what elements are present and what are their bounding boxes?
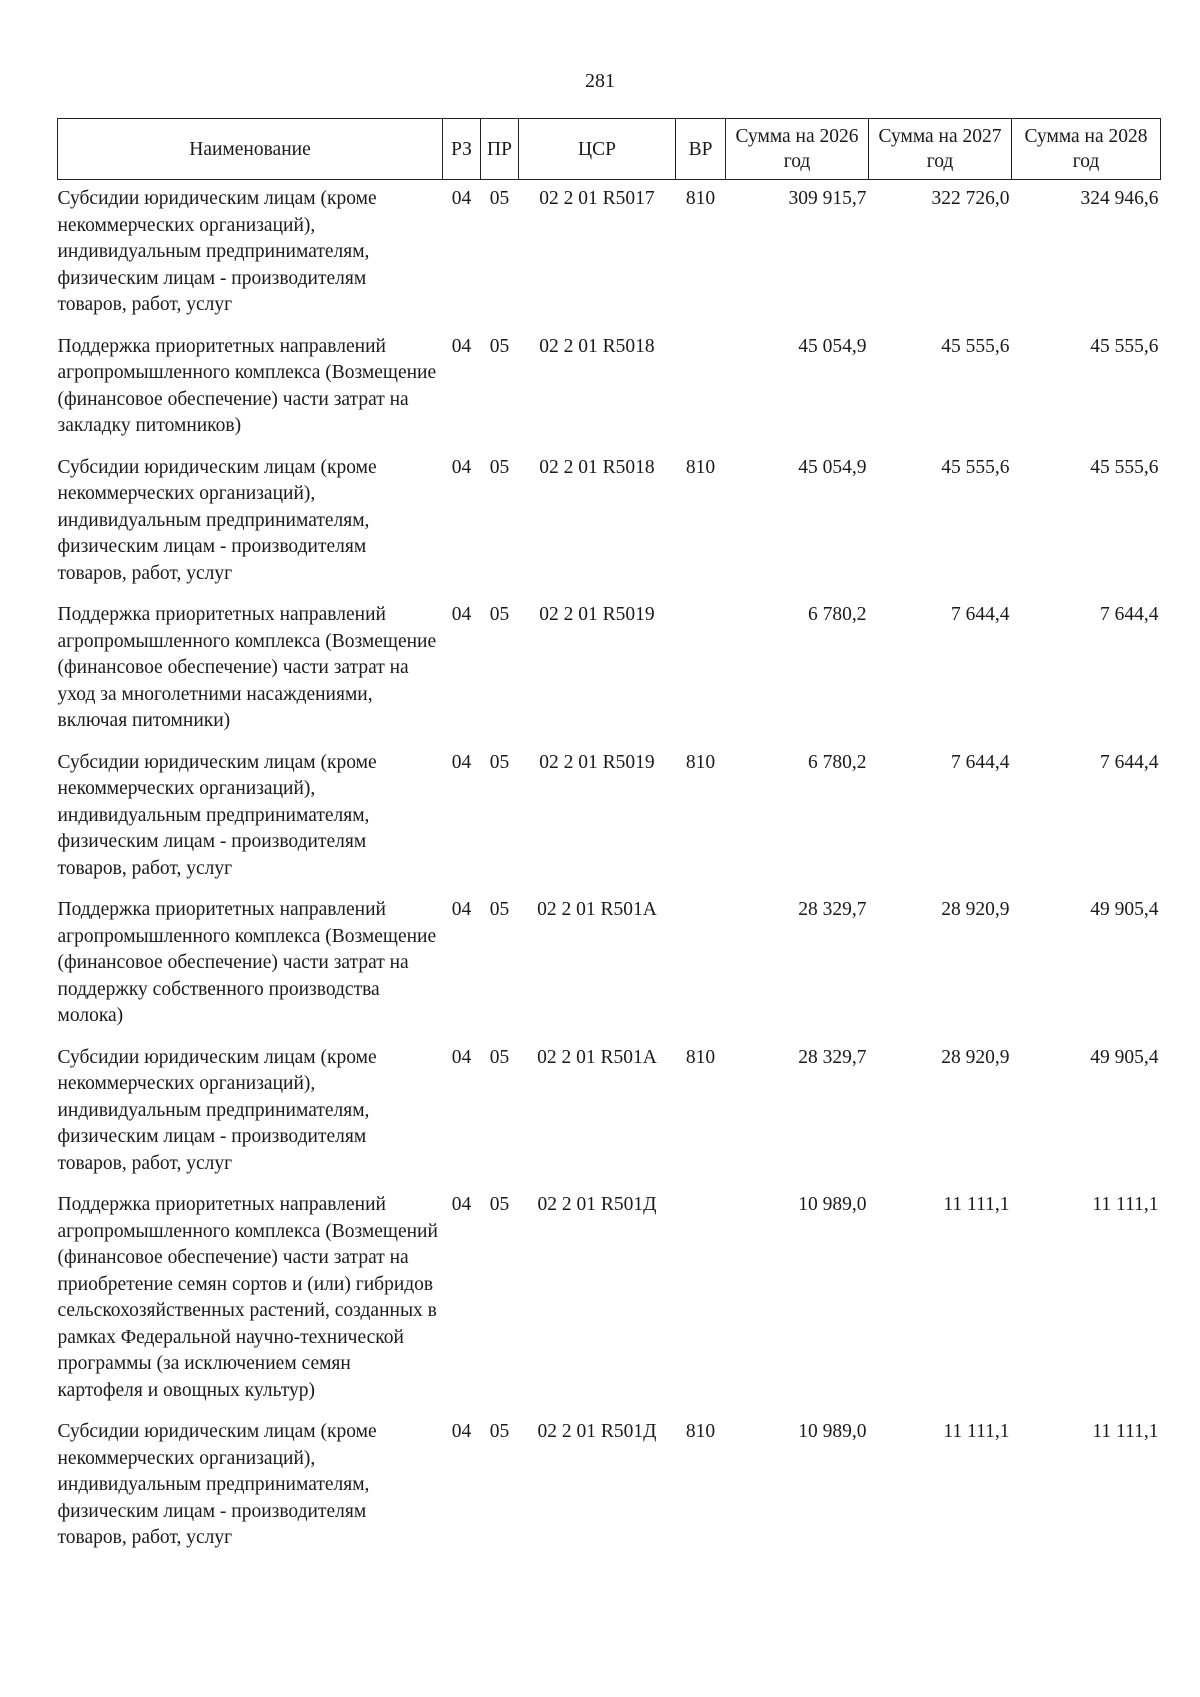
row-sum-2028: 7 644,4: [1100, 604, 1159, 625]
table-row: [58, 328, 1161, 449]
row-name: Субсидии юридическим лицам (кроме некоммерческих организаций), индивидуальным предпринимателям, физическим лицам - производителям товаров, работ, услуг: [57, 751, 377, 879]
page-number: 281: [585, 70, 615, 92]
row-csr: 02 2 01 R501Д: [537, 1194, 657, 1215]
header-sum-2026: Сумма на 2026 год: [726, 119, 869, 180]
row-sum-2026: 10 989,0: [798, 1194, 867, 1215]
row-pr: 05: [489, 1194, 510, 1215]
row-pr: 05: [489, 751, 510, 773]
row-sum-2027: 322 726,0: [931, 188, 1010, 209]
row-csr: 02 2 01 R5019: [539, 604, 655, 625]
row-rz: 04: [451, 188, 472, 209]
row-sum-2026: 45 054,9: [798, 335, 867, 357]
row-name: Субсидии юридическим лицам (кроме некоммерческих организаций), индивидуальным предпринимателям, физическим лицам - производителям товаров, работ, услуг: [57, 456, 377, 584]
budget-table: [57, 118, 1161, 1561]
table-row: [58, 180, 1161, 328]
row-sum-2026: 45 054,9: [798, 456, 867, 478]
table-row: [58, 891, 1161, 1039]
row-sum-2026: 28 329,7: [798, 899, 867, 920]
row-pr: 05: [489, 604, 510, 625]
row-csr: 02 2 01 R5019: [539, 751, 655, 773]
row-rz: 04: [451, 1194, 472, 1215]
header-name: Наименование: [58, 119, 443, 180]
row-vr: [676, 1186, 726, 1413]
row-sum-2028: 45 555,6: [1090, 456, 1159, 478]
row-name: Поддержка приоритетных направлений агропромышленного комплекса (Возмещение (финансовое обеспечение) части затрат на закладку питомников): [57, 335, 437, 436]
row-csr: 02 2 01 R5017: [539, 188, 655, 209]
row-sum-2027: 45 555,6: [941, 335, 1010, 357]
row-sum-2027: 7 644,4: [951, 751, 1010, 773]
row-name: Субсидии юридическим лицам (кроме некоммерческих организаций), индивидуальным предпринимателям, физическим лицам - производителям товаров, работ, услуг: [57, 1421, 377, 1548]
row-sum-2028: 11 111,1: [1092, 1194, 1159, 1215]
row-sum-2026: 6 780,2: [808, 604, 867, 625]
row-rz: 04: [451, 899, 472, 920]
row-csr: 02 2 01 R501Д: [537, 1421, 657, 1442]
row-name: Поддержка приоритетных направлений агропромышленного комплекса (Возмещение (финансовое обеспечение) части затрат на уход за многолетними насаждениями, включая питомники): [57, 604, 437, 731]
row-name: Субсидии юридическим лицам (кроме некоммерческих организаций), индивидуальным предпринимателям, физическим лицам - производителям товаров, работ, услуг: [57, 1046, 377, 1174]
row-name: Поддержка приоритетных направлений агропромышленного комплекса (Возмещений (финансовое обеспечение) части затрат на приобретение семян сортов и (или) гибридов сельскохозяйственных растений, созданных в рамках Федеральной научно-технической программы (за исключением семян картофеля и овощных культур): [57, 1194, 438, 1401]
table-row: [58, 596, 1161, 744]
table-row: [58, 744, 1161, 892]
table-row: [58, 449, 1161, 597]
row-rz: 04: [451, 604, 472, 625]
row-csr: 02 2 01 R5018: [539, 335, 655, 357]
row-sum-2027: 7 644,4: [951, 604, 1010, 625]
row-vr: 810: [685, 188, 716, 209]
row-sum-2028: 49 905,4: [1090, 899, 1159, 920]
row-sum-2028: 7 644,4: [1100, 751, 1159, 773]
row-rz: 04: [451, 751, 472, 773]
row-sum-2027: 11 111,1: [943, 1194, 1010, 1215]
row-rz: 04: [451, 1046, 472, 1068]
table-row: [58, 1413, 1161, 1561]
row-vr: 810: [685, 1421, 716, 1442]
row-vr: [676, 596, 726, 744]
row-sum-2027: 11 111,1: [943, 1421, 1010, 1442]
row-sum-2028: 324 946,6: [1080, 188, 1159, 209]
row-sum-2026: 6 780,2: [808, 751, 867, 773]
row-sum-2026: 28 329,7: [798, 1046, 867, 1068]
row-rz: 04: [451, 456, 472, 478]
row-sum-2027: 45 555,6: [941, 456, 1010, 478]
row-vr: 810: [685, 456, 716, 478]
row-rz: 04: [451, 335, 472, 357]
row-sum-2027: 28 920,9: [941, 1046, 1010, 1068]
header-sum-2027: Сумма на 2027 год: [869, 119, 1012, 180]
row-vr: [676, 891, 726, 1039]
header-sum-2028: Сумма на 2028 год: [1012, 119, 1161, 180]
row-name: Субсидии юридическим лицам (кроме некоммерческих организаций), индивидуальным предпринимателям, физическим лицам - производителям товаров, работ, услуг: [57, 188, 377, 315]
row-pr: 05: [489, 899, 510, 920]
header-vr: ВР: [676, 119, 726, 180]
header-rz: РЗ: [443, 119, 481, 180]
row-name: Поддержка приоритетных направлений агропромышленного комплекса (Возмещение (финансовое обеспечение) части затрат на поддержку собственного производства молока): [57, 899, 437, 1026]
table-header-row: [58, 119, 1161, 180]
row-vr: 810: [685, 751, 716, 773]
row-pr: 05: [489, 1046, 510, 1068]
row-csr: 02 2 01 R501A: [537, 899, 657, 920]
row-sum-2028: 11 111,1: [1092, 1421, 1159, 1442]
row-sum-2027: 28 920,9: [941, 899, 1010, 920]
row-sum-2026: 309 915,7: [788, 188, 867, 209]
row-vr: 810: [685, 1046, 716, 1068]
row-pr: 05: [489, 1421, 510, 1442]
row-sum-2028: 49 905,4: [1090, 1046, 1159, 1068]
row-rz: 04: [451, 1421, 472, 1442]
table-row: [58, 1186, 1161, 1413]
row-pr: 05: [489, 335, 510, 357]
row-sum-2028: 45 555,6: [1090, 335, 1159, 357]
table-row: [58, 1039, 1161, 1187]
row-csr: 02 2 01 R501A: [537, 1046, 657, 1068]
row-sum-2026: 10 989,0: [798, 1421, 867, 1442]
header-csr: ЦСР: [519, 119, 676, 180]
row-pr: 05: [489, 188, 510, 209]
row-pr: 05: [489, 456, 510, 478]
row-vr: [676, 328, 726, 449]
header-pr: ПР: [481, 119, 519, 180]
row-csr: 02 2 01 R5018: [539, 456, 655, 478]
